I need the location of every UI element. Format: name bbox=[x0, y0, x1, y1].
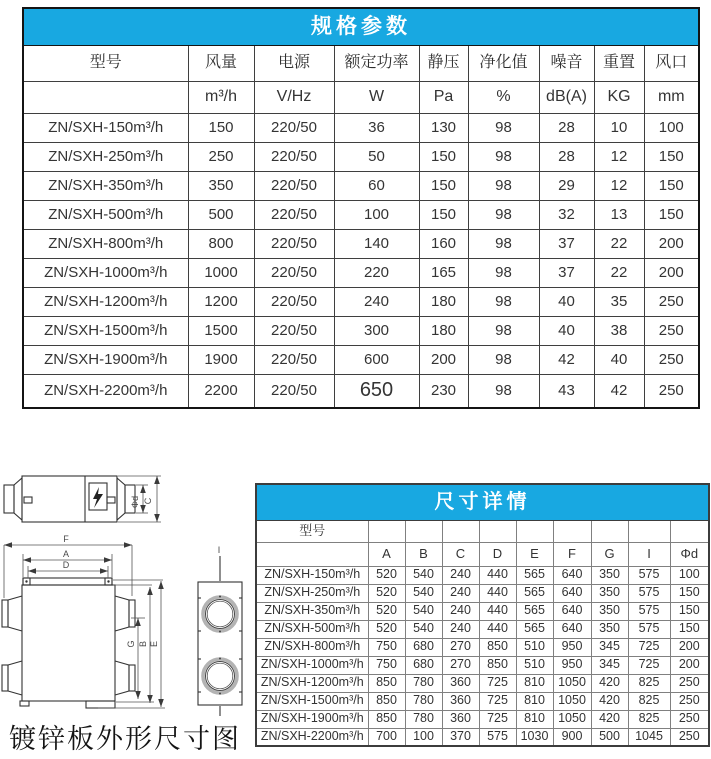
cell: 28 bbox=[539, 113, 594, 142]
cell: 540 bbox=[405, 602, 442, 620]
cell: 750 bbox=[368, 656, 405, 674]
cell: ZN/SXH-1200m³/h bbox=[256, 674, 368, 692]
cell: 780 bbox=[405, 674, 442, 692]
cell: 345 bbox=[591, 656, 628, 674]
cell: 1050 bbox=[553, 692, 591, 710]
cell: 350 bbox=[591, 566, 628, 584]
cell: ZN/SXH-800m³/h bbox=[256, 638, 368, 656]
dim-table-body bbox=[256, 566, 709, 746]
cell: ZN/SXH-2200m³/h bbox=[256, 728, 368, 746]
cell: ZN/SXH-250m³/h bbox=[256, 584, 368, 602]
cell: 600 bbox=[334, 345, 419, 374]
cell: 2200 bbox=[188, 374, 254, 408]
cell: 100 bbox=[644, 113, 699, 142]
unit-cell: mm bbox=[644, 81, 699, 113]
cell: ZN/SXH-1900m³/h bbox=[23, 345, 188, 374]
cell: 725 bbox=[628, 656, 670, 674]
cell: 850 bbox=[479, 638, 516, 656]
cell: 825 bbox=[628, 674, 670, 692]
cell: 825 bbox=[628, 692, 670, 710]
unit-cell: V/Hz bbox=[254, 81, 334, 113]
cell: 440 bbox=[479, 620, 516, 638]
cell: 440 bbox=[479, 584, 516, 602]
cell: 220/50 bbox=[254, 200, 334, 229]
table-row bbox=[23, 316, 699, 345]
cell: 725 bbox=[479, 710, 516, 728]
cell: 22 bbox=[594, 258, 644, 287]
table-row bbox=[256, 728, 709, 746]
cell: ZN/SXH-1900m³/h bbox=[256, 710, 368, 728]
dim-label-d: D bbox=[62, 560, 70, 570]
cell: 220/50 bbox=[254, 171, 334, 200]
cell: 130 bbox=[419, 113, 468, 142]
cell: 850 bbox=[368, 674, 405, 692]
cell: ZN/SXH-1000m³/h bbox=[23, 258, 188, 287]
cell: 725 bbox=[628, 638, 670, 656]
cell: 40 bbox=[539, 316, 594, 345]
cell: 520 bbox=[368, 620, 405, 638]
cell: 40 bbox=[539, 287, 594, 316]
duct-opening-rings bbox=[203, 596, 237, 695]
cell: 900 bbox=[553, 728, 591, 746]
header-cell: C bbox=[442, 542, 479, 566]
table-row bbox=[256, 584, 709, 602]
cell: 700 bbox=[368, 728, 405, 746]
front-view bbox=[2, 578, 135, 708]
cell: 360 bbox=[442, 710, 479, 728]
cell: 42 bbox=[539, 345, 594, 374]
cell: ZN/SXH-150m³/h bbox=[23, 113, 188, 142]
cell: 100 bbox=[670, 566, 709, 584]
header-cell: G bbox=[591, 542, 628, 566]
cell: 150 bbox=[644, 142, 699, 171]
cell: 250 bbox=[644, 345, 699, 374]
cell: 540 bbox=[405, 620, 442, 638]
dim-label-i: I bbox=[217, 545, 221, 555]
cell: 300 bbox=[334, 316, 419, 345]
cell: 575 bbox=[628, 566, 670, 584]
cell: 810 bbox=[516, 692, 553, 710]
cell: 680 bbox=[405, 638, 442, 656]
cell: 220/50 bbox=[254, 142, 334, 171]
cell: ZN/SXH-800m³/h bbox=[23, 229, 188, 258]
cell: 220/50 bbox=[254, 113, 334, 142]
cell: 220/50 bbox=[254, 345, 334, 374]
drawing-panel bbox=[0, 468, 252, 720]
cell: ZN/SXH-1200m³/h bbox=[23, 287, 188, 316]
table-row bbox=[23, 287, 699, 316]
spec-table-body bbox=[23, 113, 699, 408]
cell: ZN/SXH-1500m³/h bbox=[256, 692, 368, 710]
dim-label-g: G bbox=[126, 640, 136, 648]
header-cell: A bbox=[368, 542, 405, 566]
cell: ZN/SXH-350m³/h bbox=[256, 602, 368, 620]
cell: 98 bbox=[468, 258, 539, 287]
header-cell: Φd bbox=[670, 542, 709, 566]
cell: 510 bbox=[516, 656, 553, 674]
cell: 1000 bbox=[188, 258, 254, 287]
dim-label-a: A bbox=[62, 549, 70, 559]
cell: 200 bbox=[419, 345, 468, 374]
cell: 12 bbox=[594, 142, 644, 171]
header-cell bbox=[591, 520, 628, 542]
table-row bbox=[256, 602, 709, 620]
dimension-drawing bbox=[0, 468, 252, 716]
table-row bbox=[23, 345, 699, 374]
table-row bbox=[256, 692, 709, 710]
cell: 98 bbox=[468, 200, 539, 229]
cell: 22 bbox=[594, 229, 644, 258]
cell: 520 bbox=[368, 566, 405, 584]
dimension-table bbox=[255, 483, 710, 747]
cell: 565 bbox=[516, 602, 553, 620]
cell: 540 bbox=[405, 584, 442, 602]
header-cell: D bbox=[479, 542, 516, 566]
cell: 370 bbox=[442, 728, 479, 746]
cell: 1030 bbox=[516, 728, 553, 746]
header-cell: I bbox=[628, 542, 670, 566]
cell: 1045 bbox=[628, 728, 670, 746]
cell: 37 bbox=[539, 229, 594, 258]
cell: ZN/SXH-350m³/h bbox=[23, 171, 188, 200]
cell: 240 bbox=[442, 620, 479, 638]
hanger-hole bbox=[107, 580, 109, 582]
header-cell: 电源 bbox=[254, 45, 334, 81]
table-row bbox=[23, 113, 699, 142]
cell: 250 bbox=[188, 142, 254, 171]
cell: 810 bbox=[516, 674, 553, 692]
cell: 10 bbox=[594, 113, 644, 142]
spec-table bbox=[22, 7, 700, 409]
cell: 565 bbox=[516, 566, 553, 584]
cell: 500 bbox=[591, 728, 628, 746]
cell: 240 bbox=[442, 584, 479, 602]
header-cell bbox=[368, 520, 405, 542]
drawing-caption: 镀锌板外形尺寸图 bbox=[9, 724, 241, 754]
table-row bbox=[23, 258, 699, 287]
spec-table-header-row bbox=[23, 45, 699, 81]
cell: 220/50 bbox=[254, 316, 334, 345]
cell: 28 bbox=[539, 142, 594, 171]
cell: 565 bbox=[516, 620, 553, 638]
header-cell: 净化值 bbox=[468, 45, 539, 81]
cell: 565 bbox=[516, 584, 553, 602]
cell: ZN/SXH-1500m³/h bbox=[23, 316, 188, 345]
cell: 270 bbox=[442, 656, 479, 674]
cell: 140 bbox=[334, 229, 419, 258]
table-row bbox=[256, 656, 709, 674]
cell: 440 bbox=[479, 602, 516, 620]
cell: ZN/SXH-150m³/h bbox=[256, 566, 368, 584]
cell: 150 bbox=[419, 200, 468, 229]
cell: 360 bbox=[442, 674, 479, 692]
dim-table-letter-header-row bbox=[256, 542, 709, 566]
cell: 800 bbox=[188, 229, 254, 258]
cell: 250 bbox=[644, 374, 699, 408]
unit-cell: Pa bbox=[419, 81, 468, 113]
cell: 160 bbox=[419, 229, 468, 258]
cell: 1050 bbox=[553, 710, 591, 728]
dim-label-e: E bbox=[149, 640, 159, 648]
dim-table-title: 尺寸详情 bbox=[256, 484, 709, 520]
header-cell: 型号 bbox=[256, 520, 368, 542]
cell: 440 bbox=[479, 566, 516, 584]
header-cell bbox=[479, 520, 516, 542]
dim-label-c: C bbox=[143, 497, 153, 505]
cell: 200 bbox=[670, 638, 709, 656]
cell: 230 bbox=[419, 374, 468, 408]
cell: 1900 bbox=[188, 345, 254, 374]
cell: 98 bbox=[468, 374, 539, 408]
cell: 32 bbox=[539, 200, 594, 229]
cell: 13 bbox=[594, 200, 644, 229]
cell: 250 bbox=[644, 287, 699, 316]
cell: 240 bbox=[442, 602, 479, 620]
cell: 500 bbox=[188, 200, 254, 229]
cell: 150 bbox=[644, 200, 699, 229]
header-cell: 风量 bbox=[188, 45, 254, 81]
table-row bbox=[256, 566, 709, 584]
cell: 1200 bbox=[188, 287, 254, 316]
cell: 420 bbox=[591, 710, 628, 728]
table-row bbox=[23, 374, 699, 408]
cell: 850 bbox=[479, 656, 516, 674]
cell: 98 bbox=[468, 229, 539, 258]
cell: 50 bbox=[334, 142, 419, 171]
dim-label-f: F bbox=[63, 534, 69, 544]
cell: 220/50 bbox=[254, 229, 334, 258]
table-row bbox=[256, 638, 709, 656]
cell: 540 bbox=[405, 566, 442, 584]
header-cell: 静压 bbox=[419, 45, 468, 81]
cell: 780 bbox=[405, 692, 442, 710]
cell: 98 bbox=[468, 316, 539, 345]
cell: 510 bbox=[516, 638, 553, 656]
cell: 38 bbox=[594, 316, 644, 345]
hanger-hole bbox=[25, 580, 27, 582]
cell: 850 bbox=[368, 710, 405, 728]
cell: 825 bbox=[628, 710, 670, 728]
header-cell bbox=[516, 520, 553, 542]
header-cell: 额定功率 bbox=[334, 45, 419, 81]
cell: 575 bbox=[628, 602, 670, 620]
cell: 810 bbox=[516, 710, 553, 728]
cell: 150 bbox=[419, 171, 468, 200]
cell: 220 bbox=[334, 258, 419, 287]
cell: 350 bbox=[188, 171, 254, 200]
cell: 575 bbox=[628, 584, 670, 602]
cell: 150 bbox=[644, 171, 699, 200]
cell: 35 bbox=[594, 287, 644, 316]
cell: 1500 bbox=[188, 316, 254, 345]
cell: 180 bbox=[419, 287, 468, 316]
cell: 850 bbox=[368, 692, 405, 710]
cell: 640 bbox=[553, 620, 591, 638]
spec-table-title-row bbox=[23, 8, 699, 45]
cell: 98 bbox=[468, 113, 539, 142]
cell: 60 bbox=[334, 171, 419, 200]
cell: 200 bbox=[644, 229, 699, 258]
cell: 29 bbox=[539, 171, 594, 200]
table-row bbox=[256, 710, 709, 728]
cell: 520 bbox=[368, 584, 405, 602]
cell: ZN/SXH-250m³/h bbox=[23, 142, 188, 171]
cell: 640 bbox=[553, 566, 591, 584]
front-view-dimension-lines bbox=[4, 545, 165, 708]
cell: ZN/SXH-500m³/h bbox=[23, 200, 188, 229]
header-cell: B bbox=[405, 542, 442, 566]
cell: 350 bbox=[591, 620, 628, 638]
header-cell: E bbox=[516, 542, 553, 566]
unit-cell: dB(A) bbox=[539, 81, 594, 113]
cell: 240 bbox=[334, 287, 419, 316]
header-cell bbox=[553, 520, 591, 542]
cell: 575 bbox=[479, 728, 516, 746]
table-row bbox=[256, 674, 709, 692]
dim-label-b: B bbox=[138, 640, 148, 648]
header-cell bbox=[442, 520, 479, 542]
cell: 40 bbox=[594, 345, 644, 374]
cell: 640 bbox=[553, 584, 591, 602]
cell: 150 bbox=[419, 142, 468, 171]
unit-cell: m³/h bbox=[188, 81, 254, 113]
header-cell: 风口 bbox=[644, 45, 699, 81]
cell: 420 bbox=[591, 692, 628, 710]
cell: 220/50 bbox=[254, 287, 334, 316]
cell: ZN/SXH-500m³/h bbox=[256, 620, 368, 638]
unit-cell: W bbox=[334, 81, 419, 113]
header-cell: F bbox=[553, 542, 591, 566]
cell: 100 bbox=[334, 200, 419, 229]
cell: 100 bbox=[405, 728, 442, 746]
cell: 520 bbox=[368, 602, 405, 620]
table-row bbox=[23, 171, 699, 200]
table-row bbox=[23, 200, 699, 229]
cell: 250 bbox=[670, 710, 709, 728]
cell: 725 bbox=[479, 674, 516, 692]
unit-cell: KG bbox=[594, 81, 644, 113]
header-cell bbox=[670, 520, 709, 542]
cell: 98 bbox=[468, 345, 539, 374]
lightning-icon bbox=[93, 487, 103, 508]
cell: 150 bbox=[188, 113, 254, 142]
table-row bbox=[23, 142, 699, 171]
table-row bbox=[23, 229, 699, 258]
cell: 350 bbox=[591, 602, 628, 620]
cell: 250 bbox=[670, 674, 709, 692]
header-cell: 重置 bbox=[594, 45, 644, 81]
cell: 220/50 bbox=[254, 374, 334, 408]
cell: 950 bbox=[553, 656, 591, 674]
cell: 150 bbox=[670, 620, 709, 638]
cell: 650 bbox=[334, 374, 419, 408]
cell: 220/50 bbox=[254, 258, 334, 287]
header-cell bbox=[256, 542, 368, 566]
header-cell bbox=[405, 520, 442, 542]
cell: 98 bbox=[468, 171, 539, 200]
cell: 98 bbox=[468, 142, 539, 171]
cell: 200 bbox=[670, 656, 709, 674]
cell: 150 bbox=[670, 584, 709, 602]
cell: ZN/SXH-2200m³/h bbox=[23, 374, 188, 408]
cell: 180 bbox=[419, 316, 468, 345]
cell: 42 bbox=[594, 374, 644, 408]
cell: 345 bbox=[591, 638, 628, 656]
spec-table-title: 规格参数 bbox=[23, 8, 699, 45]
cell: 680 bbox=[405, 656, 442, 674]
unit-cell: % bbox=[468, 81, 539, 113]
cell: 780 bbox=[405, 710, 442, 728]
cell: 150 bbox=[670, 602, 709, 620]
cell: 750 bbox=[368, 638, 405, 656]
dim-table-model-header-row bbox=[256, 520, 709, 542]
cell: 640 bbox=[553, 602, 591, 620]
cell: 200 bbox=[644, 258, 699, 287]
cell: 12 bbox=[594, 171, 644, 200]
spec-table-units-row bbox=[23, 81, 699, 113]
cell: 36 bbox=[334, 113, 419, 142]
dim-table-title-row bbox=[256, 484, 709, 520]
header-cell bbox=[628, 520, 670, 542]
cell: 250 bbox=[670, 692, 709, 710]
cell: 43 bbox=[539, 374, 594, 408]
cell: 165 bbox=[419, 258, 468, 287]
header-cell: 噪音 bbox=[539, 45, 594, 81]
unit-cell bbox=[23, 81, 188, 113]
cell: 250 bbox=[670, 728, 709, 746]
cell: 725 bbox=[479, 692, 516, 710]
cell: 37 bbox=[539, 258, 594, 287]
cell: 240 bbox=[442, 566, 479, 584]
top-view bbox=[4, 476, 135, 522]
dim-label-phid: Φd bbox=[130, 495, 140, 509]
table-row bbox=[256, 620, 709, 638]
cell: 350 bbox=[591, 584, 628, 602]
cell: 575 bbox=[628, 620, 670, 638]
cell: ZN/SXH-1000m³/h bbox=[256, 656, 368, 674]
cell: 950 bbox=[553, 638, 591, 656]
cell: 1050 bbox=[553, 674, 591, 692]
cell: 270 bbox=[442, 638, 479, 656]
cell: 420 bbox=[591, 674, 628, 692]
cell: 360 bbox=[442, 692, 479, 710]
cell: 98 bbox=[468, 287, 539, 316]
header-cell: 型号 bbox=[23, 45, 188, 81]
cell: 250 bbox=[644, 316, 699, 345]
